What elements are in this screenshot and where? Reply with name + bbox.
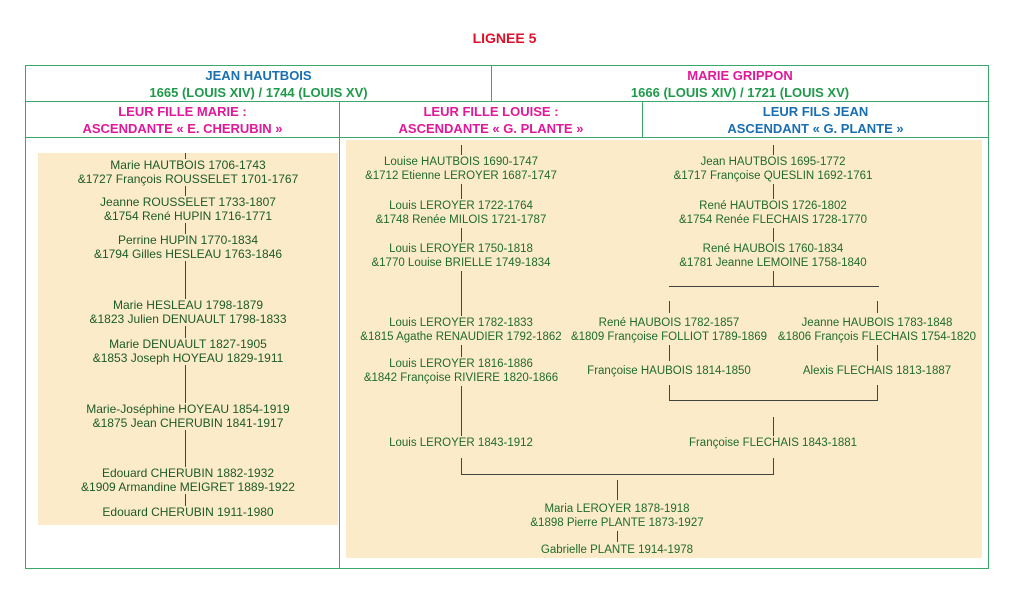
person-entry: Louis LEROYER 1843-1912 — [389, 437, 533, 449]
connector — [669, 301, 670, 313]
person-entry: Jean HAUTBOIS 1695-1772 &1717 Françoise QUESLIN 1692-1761 — [673, 156, 873, 182]
header-right-dates: 1666 (LOUIS XIV) / 1721 (LOUIS XV) — [630, 85, 850, 100]
header-right-cell — [491, 65, 989, 102]
branch-marie-line2: ASCENDANTE « E. CHERUBIN » — [82, 121, 283, 136]
connector — [461, 184, 462, 199]
person-entry: Marie DENUAULT 1827-1905 &1853 Joseph HOYEAU 1829-1911 — [92, 337, 284, 365]
plante-lineage-panel — [346, 140, 982, 558]
person-entry: Gabrielle PLANTE 1914-1978 — [540, 544, 694, 556]
connector — [773, 228, 774, 242]
person-entry: Marie HESLEAU 1798-1879 &1823 Julien DENUAULT 1798-1833 — [89, 298, 287, 326]
person-entry: Louise HAUTBOIS 1690-1747 &1712 Etienne LEROYER 1687-1747 — [365, 156, 557, 182]
branch-marie-line1: LEUR FILLE MARIE : — [118, 104, 247, 119]
connector — [617, 531, 618, 542]
connector — [461, 228, 462, 242]
person-entry: Perrine HUPIN 1770-1834 &1794 Gilles HESLEAU 1763-1846 — [93, 233, 283, 261]
sibling-bracket — [669, 286, 879, 287]
person-entry: René HAUTBOIS 1726-1802 &1754 Renée FLECHAIS 1728-1770 — [679, 200, 867, 226]
connector — [461, 458, 462, 474]
connector — [773, 271, 774, 286]
branch-marie-cell — [25, 101, 340, 138]
connector — [185, 430, 186, 467]
person-entry: Jeanne HAUBOIS 1783-1848 &1806 François FLECHAIS 1754-1820 — [777, 317, 977, 343]
person-entry: Françoise FLECHAIS 1843-1881 — [688, 437, 858, 449]
person-entry: Jeanne ROUSSELET 1733-1807 &1754 René HUPIN 1716-1771 — [100, 195, 276, 223]
connector — [669, 345, 670, 361]
branch-jean-line1: LEUR FILS JEAN — [762, 104, 869, 119]
connector — [877, 301, 878, 313]
person-entry: Alexis FLECHAIS 1813-1887 — [802, 365, 952, 377]
connector — [185, 365, 186, 403]
header-left-name: JEAN HAUTBOIS — [205, 68, 312, 83]
header-right-name: MARIE GRIPPON — [687, 68, 793, 83]
marriage-bracket — [669, 400, 878, 401]
person-entry: Louis LEROYER 1750-1818 &1770 Louise BRIELLE 1749-1834 — [371, 243, 551, 269]
branch-jean-cell — [642, 101, 989, 138]
cherubin-lineage-panel — [38, 153, 338, 525]
connector — [877, 385, 878, 400]
connector — [461, 386, 462, 436]
person-entry: René HAUBOIS 1760-1834 &1781 Jeanne LEMOINE 1758-1840 — [679, 243, 867, 269]
connector — [773, 458, 774, 474]
person-entry: Louis LEROYER 1782-1833 &1815 Agathe RENAUDIER 1792-1862 — [360, 317, 562, 343]
connector — [461, 345, 462, 357]
person-entry: René HAUBOIS 1782-1857 &1809 Françoise FOLLIOT 1789-1869 — [570, 317, 768, 343]
branch-jean-line2: ASCENDANT « G. PLANTE » — [727, 121, 904, 136]
person-entry: Marie HAUTBOIS 1706-1743 &1727 François ROUSSELET 1701-1767 — [77, 158, 299, 186]
person-entry: Françoise HAUBOIS 1814-1850 — [587, 365, 751, 377]
connector — [669, 385, 670, 400]
connector — [185, 261, 186, 299]
connector — [773, 184, 774, 199]
branch-louise-cell — [339, 101, 643, 138]
header-left-cell — [25, 65, 492, 102]
marriage-bracket — [461, 474, 774, 475]
connector — [617, 480, 618, 500]
person-entry: Marie-Joséphine HOYEAU 1854-1919 &1875 Jean CHERUBIN 1841-1917 — [86, 402, 290, 430]
branch-louise-line1: LEUR FILLE LOUISE : — [423, 104, 559, 119]
connector — [877, 345, 878, 361]
connector — [773, 417, 774, 436]
person-entry: Edouard CHERUBIN 1911-1980 — [102, 505, 274, 519]
connector — [461, 145, 462, 155]
connector — [461, 271, 462, 316]
page-title: LIGNEE 5 — [472, 30, 537, 46]
connector — [773, 145, 774, 155]
person-entry: Louis LEROYER 1722-1764 &1748 Renée MILOIS 1721-1787 — [375, 200, 547, 226]
person-entry: Maria LEROYER 1878-1918 &1898 Pierre PLANTE 1873-1927 — [530, 503, 704, 529]
person-entry: Louis LEROYER 1816-1886 &1842 Françoise RIVIERE 1820-1866 — [363, 358, 559, 384]
person-entry: Edouard CHERUBIN 1882-1932 &1909 Armandine MEIGRET 1889-1922 — [81, 466, 295, 494]
header-left-dates: 1665 (LOUIS XIV) / 1744 (LOUIS XV) — [149, 85, 368, 100]
branch-louise-line2: ASCENDANTE « G. PLANTE » — [398, 121, 584, 136]
